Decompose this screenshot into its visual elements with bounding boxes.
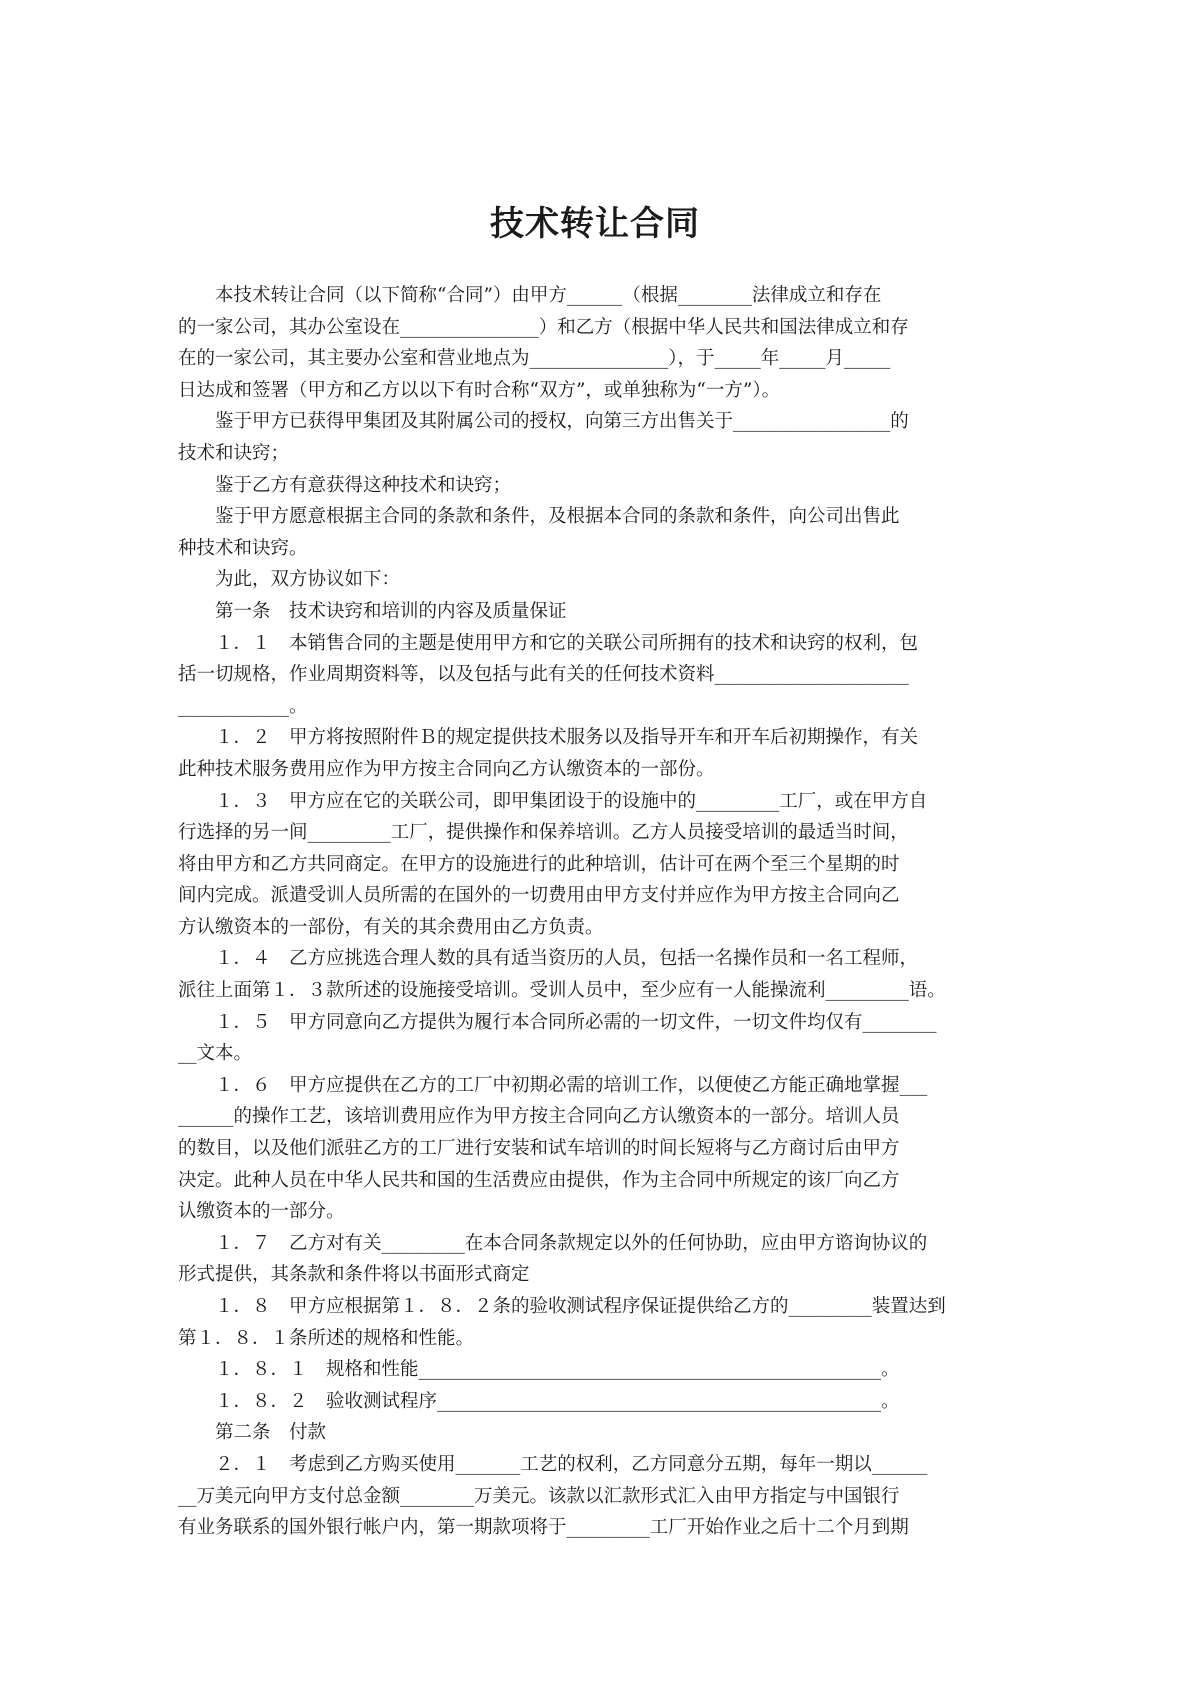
- text-line: 鉴于甲方已获得甲集团及其附属公司的授权，向第三方出售关于_________________的: [178, 411, 909, 433]
- text-line: 的数目，以及他们派驻乙方的工厂进行安装和试车培训的时间长短将与乙方商讨后由甲方: [178, 1138, 900, 1160]
- document-title: 技术转让合同: [490, 204, 700, 244]
- text-line: 派往上面第１．３款所述的设施接受培训。受训人员中，至少应有一人能操流利_________语。: [178, 980, 946, 1002]
- text-line: １．７ 乙方对有关_________在本合同条款规定以外的任何协助，应由甲方谘询协议的: [178, 1232, 928, 1254]
- text-line: 括一切规格，作业周期资料等，以及包括与此有关的任何技术资料_____________________: [178, 664, 909, 686]
- text-line: １．３ 甲方应在它的关联公司，即甲集团设于的设施中的_________工厂，或在甲方自: [178, 790, 928, 812]
- text-line: ２．１ 考虑到乙方购买使用_______工艺的权利，乙方同意分五期，每年一期以______: [178, 1453, 928, 1475]
- text-line: １．８ 甲方应根据第１．８．２条的验收测试程序保证提供给乙方的_________装置达到: [178, 1296, 946, 1317]
- text-line: __万美元向甲方支付总金额________万美元。该款以汇款形式汇入由甲方指定与中国银行: [178, 1485, 900, 1507]
- text-line: 鉴于乙方有意获得这种技术和诀窍；: [178, 474, 512, 496]
- text-line: 在的一家公司，其主要办公室和营业地点为_______________），于_____年_____月_____: [178, 348, 891, 370]
- document-body: [178, 280, 1020, 1544]
- text-line: 种技术和诀窍。: [178, 537, 308, 559]
- text-line: 认缴资本的一部分。: [178, 1201, 345, 1223]
- text-line: 行选择的另一间_________工厂，提供操作和保养培训。乙方人员接受培训的最适当时间，: [178, 822, 909, 844]
- text-line: 决定。此种人员在中华人民共和国的生活费应由提供，作为主合同中所规定的该厂向乙方: [178, 1169, 900, 1191]
- text-line: 为此，双方协议如下：: [178, 569, 401, 591]
- text-line: 本技术转让合同（以下简称“合同”）由甲方______（根据________法律成立和存在: [178, 285, 882, 306]
- text-line: 日达成和签署（甲方和乙方以以下有时合称“双方”，或单独称为“一方”）。: [178, 379, 781, 401]
- text-line: １．６ 甲方应提供在乙方的工厂中初期必需的培训工作，以便使乙方能正确地掌握___: [178, 1074, 928, 1096]
- text-line: ______的操作工艺，该培训费用应作为甲方按主合同向乙方认缴资本的一部分。培训人员: [178, 1106, 900, 1128]
- text-line: 形式提供，其条款和条件将以书面形式商定: [178, 1264, 530, 1286]
- text-line: 的一家公司，其办公室设在_______________）和乙方（根据中华人民共和国法律成立和存: [178, 316, 909, 338]
- text-line: 将由甲方和乙方共同商定。在甲方的设施进行的此种培训，估计可在两个至三个星期的时: [178, 853, 900, 875]
- text-line: __文本。: [178, 1043, 253, 1065]
- text-line: １．１ 本销售合同的主题是使用甲方和它的关联公司所拥有的技术和诀窍的权利，包: [178, 632, 919, 654]
- text-line: 有业务联系的国外银行帐户内，第一期款项将于_________工厂开始作业之后十二个月到期: [178, 1517, 909, 1539]
- text-line: １．８．２ 验收测试程序________________________________________________。: [178, 1390, 900, 1412]
- text-line: １．２ 甲方将按照附件Ｂ的规定提供技术服务以及指导开车和开车后初期操作，有关: [178, 727, 919, 749]
- text-line: ____________。: [178, 695, 308, 717]
- text-line: 方认缴资本的一部份，有关的其余费用由乙方负责。: [178, 916, 604, 938]
- text-line: １．５ 甲方同意向乙方提供为履行本合同所必需的一切文件，一切文件均仅有________: [178, 1011, 937, 1033]
- text-line: 间内完成。派遣受训人员所需的在国外的一切费用由甲方支付并应作为甲方按主合同向乙: [178, 885, 900, 907]
- text-line: 技术和诀窍；: [178, 442, 290, 464]
- text-line: 第一条 技术诀窍和培训的内容及质量保证: [178, 600, 567, 622]
- text-line: １．８．１ 规格和性能__________________________________________________。: [178, 1359, 900, 1381]
- text-line: 鉴于甲方愿意根据主合同的条款和条件，及根据本合同的条款和条件，向公司出售此: [178, 506, 900, 528]
- text-line: １．４ 乙方应挑选合理人数的具有适当资历的人员，包括一名操作员和一名工程师，: [178, 948, 919, 970]
- text-line: 第二条 付款: [178, 1422, 327, 1444]
- text-line: 第１．８．１条所述的规格和性能。: [178, 1327, 475, 1349]
- text-line: 此种技术服务费用应作为甲方按主合同向乙方认缴资本的一部份。: [178, 758, 715, 780]
